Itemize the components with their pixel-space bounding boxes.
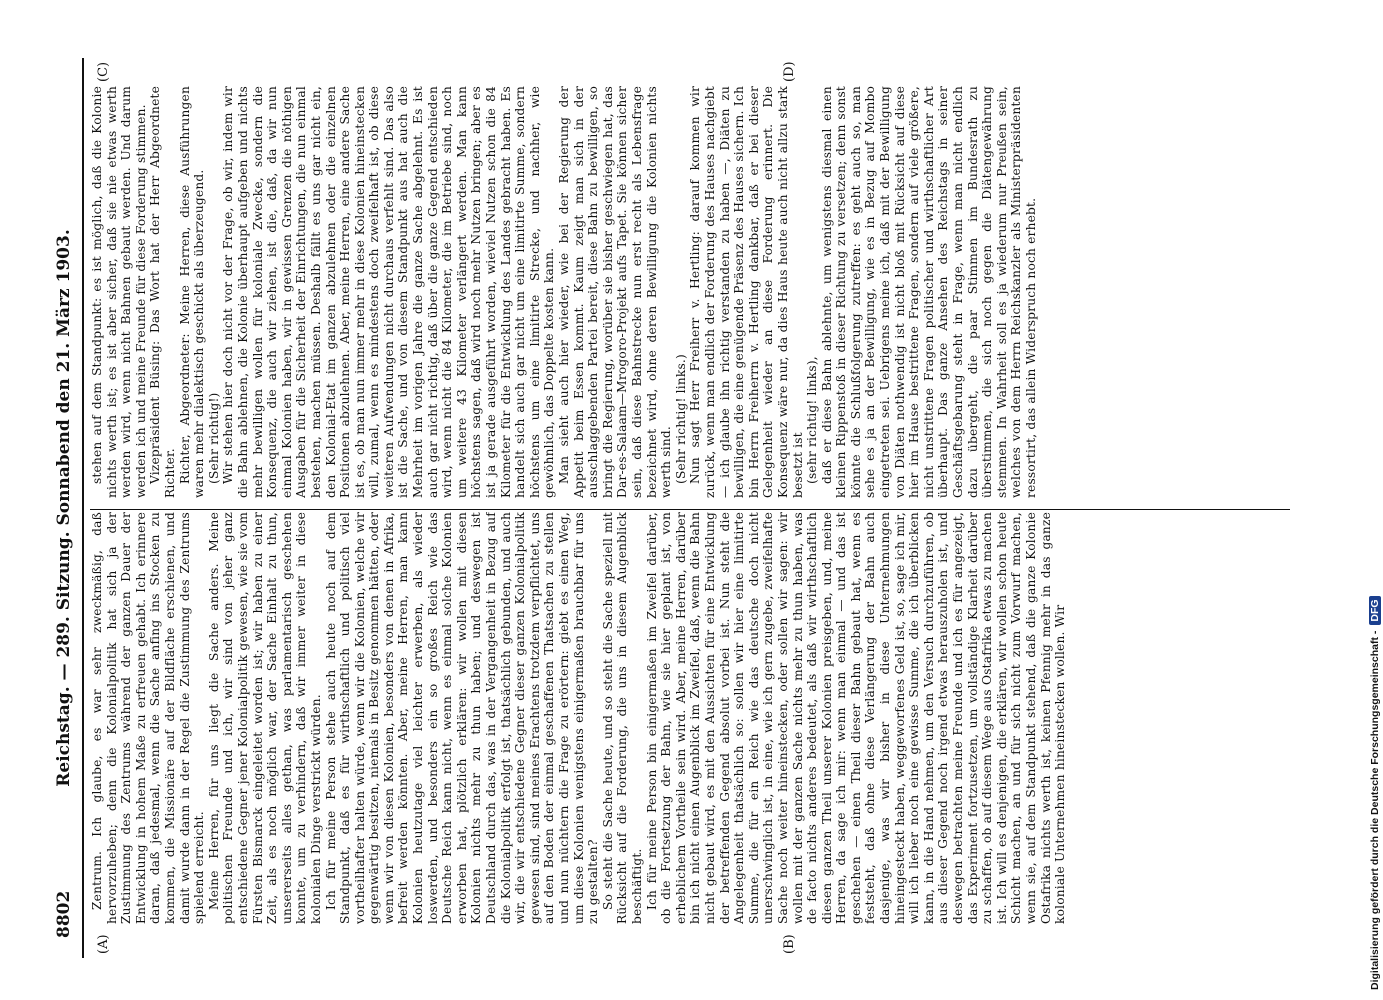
column-divider (90, 509, 1290, 510)
paragraph: Wir stehen hier doch nicht vor der Frage, ob wir, indem wir die Bahn ablehnen, die Kolonie überhaupt aufgeben und nichts mehr bewilligen wollen für koloniale Zwecke, sondern die Konsequenz, die auch wir ziehen, ist die, daß, da wir nun einmal Kolonien haben, wir in gewissen Grenzen die nöthigen Ausgaben für die Sicherheit der Einrichtungen, die nun einmal bestehen, machen müssen. Deshalb fällt es uns gar nicht ein, den Kolonial-Etat im ganzen abzulehnen oder die einzelnen Positionen abzulehnen. Aber, meine Herren, eine andere Sache ist es, ob man nun immer mehr in diese Kolonien hineinstecken will, zumal, wenn es mindestens doch zweifelhaft ist, ob diese weiteren Aufwendungen nicht durchaus verfehlt sind. Das also ist die Sache, und von diesem Standpunkt aus hat auch die Mehrheit im vorigen Jahre die ganze Sache abgelehnt. Es ist auch gar nicht richtig, daß über die ganze Gegend entschieden wird, wenn nicht die 84 Kilometer, die im Betriebe sind, noch um weitere 43 Kilometer verlängert werden. Man kann höchstens sagen, daß wird noch mehr Nutzen bringen; aber es ist ja gerade ausgeführt worden, wieviel Nutzen schon die 84 Kilometer für die Entwicklung des Landes gebracht haben. Es handelt sich auch gar nicht um eine limitirte Summe, sondern höchstens um eine limitirte Strecke, und nachher, wie gewöhnlich, das Doppelte kosten kann. (221, 86, 557, 498)
paragraph: (Sehr richtig!) (206, 392, 221, 484)
margin-marker-c: (C) (96, 61, 111, 82)
paragraph: Nun sagt Herr Freiherr v. Hertling: darauf kommen wir zurück, wenn man endlich der Forderung des Hauses nachgiebt — ich glaube ihn richtig verstanden zu haben —, Diäten zu bewilligen, die eine genügende Präsenz des Hauses sichern. Ich bin Herrn Freiherrn v. Hertling dankbar, daß er bei dieser Gelegenheit wieder an diese Forderung erinnert. Die Konsequenz wäre nur, da dies Haus heute auch nicht allzu stark besetzt ist (688, 86, 805, 498)
digitization-credit (1369, 596, 1381, 990)
paragraph: (Sehr richtig! links.) (673, 354, 688, 484)
right-text-column (90, 86, 1290, 498)
paragraph: (sehr richtig! links), (805, 356, 820, 484)
left-text-column (90, 512, 1290, 924)
margin-marker-a: (A) (96, 934, 111, 954)
paragraph: Zentrum. Ich glaube, es war sehr zweckmäßig, daß hervorzuheben; denn die Kolonialpolitik hat sich ja der Zustimmung des Zentrums während der ganzen Dauer der Entwicklung in hohem Maße zu erfreuen gehabt. Ich erinnere daran, daß jedesmal, wenn die Sache anfing ins Stocken zu kommen, die Missionäre auf der Bildfläche erschienen, und damit wurde dann in der Regel die Zustimmung des Zentrums spielend erreicht. (90, 512, 207, 924)
header-rule (82, 58, 84, 958)
margin-marker-d: (D) (782, 61, 797, 82)
page-header (42, 58, 84, 958)
dfg-logo: DFG (1369, 596, 1381, 624)
paragraph: So steht die Sache heute, und so steht die Sache speziell mit Rücksicht auf die Forderung, die uns in diesem Augenblick beschäftigt. (600, 512, 644, 924)
paragraph: Vizepräsident Büsing: Das Wort hat der Herr Abgeordnete Richter. (148, 86, 177, 498)
paragraph: Man sieht auch hier wieder, wie bei der Regierung der Appetit beim Essen kommt. Kaum zeigt man sich in der ausschlaggebenden Partei bereit, diese Bahn zu bewilligen, so bringt die Regierung, worüber sie bisher geschwiegen hat, das Dar-es-Salaam—Mrogoro-Projekt aufs Tapet. Sie können sicher sein, daß diese Bahnstrecke nun erst recht als Lebensfrage bezeichnet wird, ohne deren Bewilligung die Kolonien nichts werth sind. (557, 86, 674, 498)
paragraph: daß er diese Bahn ablehnte, um wenigstens diesmal einen kleinen Rippenstoß in dieser Richtung zu versetzen; denn sonst könnte die Schlußfolgerung zutreffen: es geht auch so, man sehe es ja an der Bewilligung, wie es in Bezug auf Mombo eingetreten sei. Uebrigens meine ich, daß mit der Bewilligung von Diäten nothwendig ist nicht bloß mit Rücksicht auf diese hier im Hause bestrittene Fragen, sondern auf viele größere, nicht unstrittene Fragen politischer und wirthschaftlicher Art überhaupt. Das ganze Ansehen des Reichstags in seiner Geschäftsgebarung steht in Frage, wenn man nicht endlich dazu übergeht, die paar Stimmen im Bundesrath zu überstimmen, die sich noch gegen die Diätengewährung stemmen. In Wahrheit soll es ja wiederum nur Preußen sein, welches von dem Herrn Reichskanzler als Ministerpräsidenten ressortirt, das allein Widerspruch noch erhebt. (819, 86, 1038, 498)
page-title: Reichstag. — 289. Sitzung. Sonnabend den 21. März 1903. (54, 229, 74, 787)
rotated-page (42, 58, 1342, 958)
page-number: 8802 (54, 890, 74, 938)
paragraph: Richter, Abgeordneter: Meine Herren, diese Ausführungen waren mehr dialektisch geschickt als überzeugend. (177, 86, 207, 498)
paragraph: Ich für meine Person bin einigermaßen im Zweifel darüber, ob die Fortsetzung der Bahn, wie sie hier geplant ist, von erheblichem Vortheile sein wird. Aber, meine Herren, darüber bin ich nicht einen Augenblick im Zweifel, daß, wenn die Bahn nicht gebaut wird, es mit den Aussichten für eine Entwicklung der betreffenden Gegend absolut vorbei ist. Nun steht die Angelegenheit thatsächlich so: sollen wir hier eine limitirte Summe, die für ein Reich wie das deutsche doch nicht unerschwinglich ist, in eine, wie ich gern zugebe, zweifelhafte Sache noch weiter hineinstecken, oder sollen wir sagen: wir wollen mit der ganzen Sache nichts mehr zu thun haben, was de facto nichts anderes bedeutet, als daß wir wirthschaftlich diesen ganzen Theil unserer Kolonien preisgeben, und, meine Herren, da sage ich mir: wenn man einmal — und das ist geschehen — einen Theil dieser Bahn gebaut hat, wenn es feststeht, daß ohne diese Verlängerung der Bahn auch dasjenige, was wir bisher in diese Unternehmungen hineingesteckt haben, weggeworfenes Geld ist, so, sage ich mir, will ich lieber noch eine gewisse Summe, die ich überblicken kann, in die Hand nehmen, um den Versuch durchzuführen, ob aus dieser Gegend noch irgend etwas herauszuholen ist, und deswegen betrachten meine Freunde und ich es für angezeigt, das Experiment fortzusetzen, um vollständige Klarheit darüber zu schaffen, ob auf diesem Wege aus Ostafrika etwas zu machen ist. Ich will es denjenigen, die erklären, wir wollen schon heute Schicht machen, an und für sich nicht zum Vorwurf machen, wenn sie, auf dem Standpunkt stehend, daß die ganze Kolonie Ostafrika nichts werth ist, keinen Pfennig mehr in das ganze koloniale Unternehmen hineinstecken wollen. Wir (644, 512, 1068, 924)
margin-marker-b: (B) (782, 934, 797, 954)
paragraph: Meine Herren, für uns liegt die Sache anders. Meine politischen Freunde und ich, wir sind von jeher ganz entschiedene Gegner jener Kolonialpolitik gewesen, wie sie vom Fürsten Bismarck eingeleitet worden ist; wir haben zu einer Zeit, als es noch möglich war, der Sache Einhalt zu thun, unsererseits alles gethan, was parlamentarisch geschehen konnte, um zu verhindern, daß wir immer weiter in diese kolonialen Dinge verstrickt würden. (206, 512, 323, 924)
paragraph: stehen auf dem Standpunkt: es ist möglich, daß die Kolonie nichts werth ist; es ist aber sicher, daß sie nie etwas werth werden wird, wenn nicht Bahnen gebaut werden. Und darum werden ich und meine Freunde für diese Forderung stimmen. (90, 86, 148, 498)
paragraph: Ich für meine Person stehe auch heute noch auf dem Standpunkt, daß es für wirthschaftlich und politisch viel vortheilhafter halten würde, wenn wir die Kolonien, welche wir gegenwärtig besitzen, niemals in Besitz genommen hätten, oder wenn wir von diesen Kolonien, besonders von denen in Afrika, befreit werden könnten. Aber, meine Herren, man kann Kolonien heutzutage viel leichter erwerben, als wieder loswerden, und besonders ein so großes Reich wie das Deutsche Reich kann nicht, wenn es einmal solche Kolonien erworben hat, plötzlich erklären: wir wollen mit diesen Kolonien nichts mehr zu thun haben; und deswegen ist Deutschland durch das, was in der Vergangenheit in Bezug auf die Kolonialpolitik erfolgt ist, thatsächlich gebunden, und auch wir, die wir entschiedene Gegner dieser ganzen Kolonialpolitik gewesen sind, sind meines Erachtens trotzdem verpflichtet, uns auf den Boden der einmal geschaffenen Thatsachen zu stellen und nun nüchtern die Frage zu erörtern: giebt es einen Weg, um diese Kolonien wenigstens einigermaßen brauchbar für uns zu gestalten? (323, 512, 601, 924)
digitization-credit-text: Digitalisierung gefördert durch die Deutsche Forschungsgemeinschaft - (1369, 630, 1381, 990)
